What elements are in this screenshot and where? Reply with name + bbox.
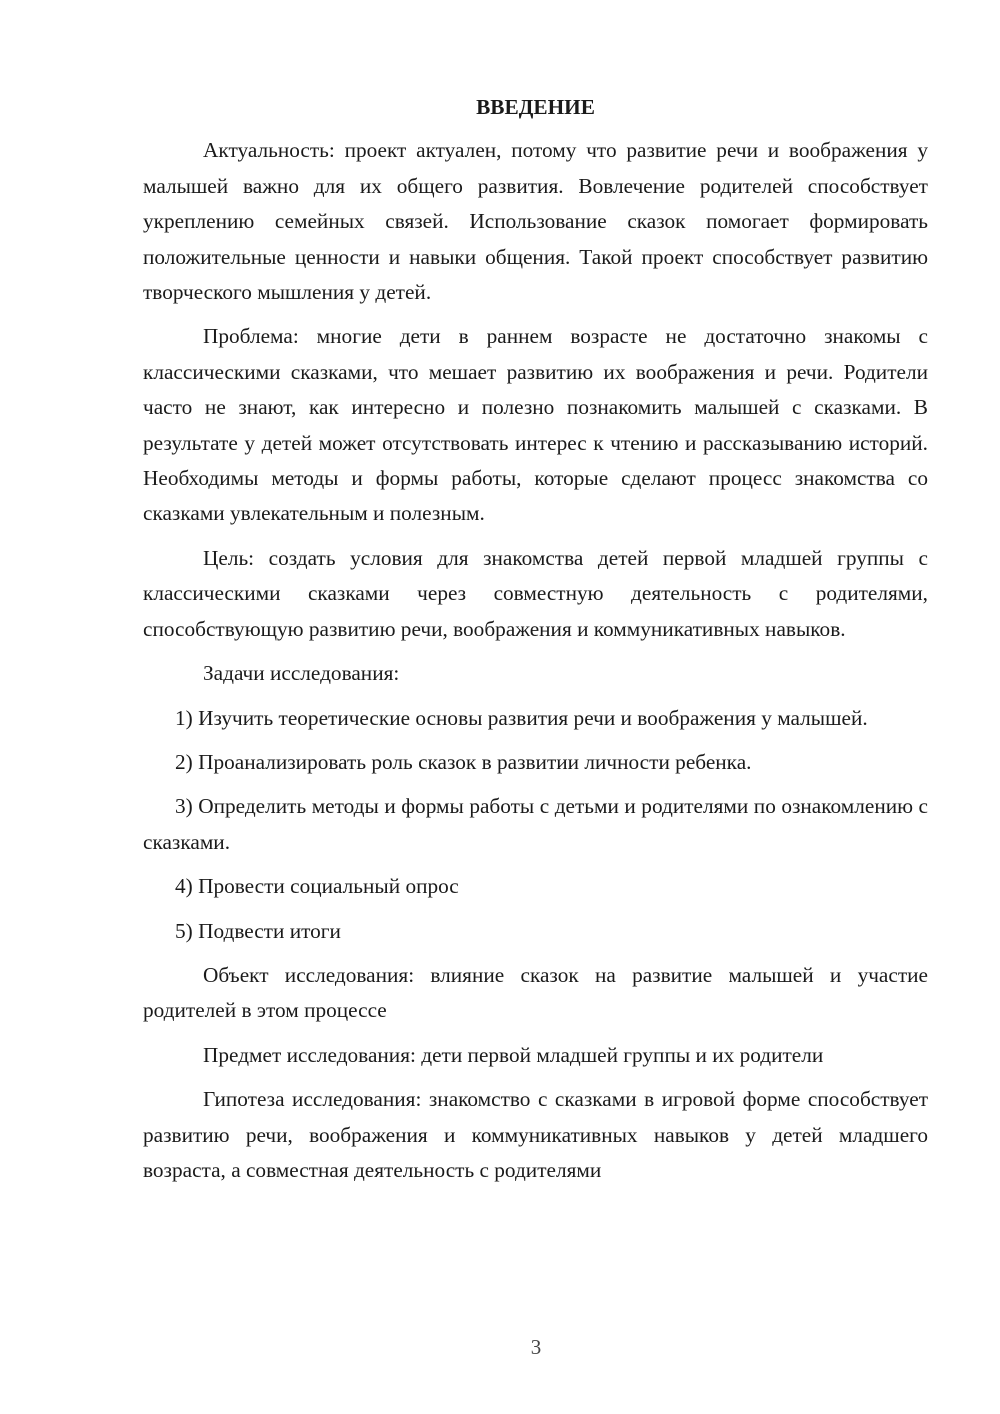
hypothesis-paragraph: Гипотеза исследования: знакомство с сказками в игровой форме способствует развитию речи, воображения и коммуникативных навыков у детей младшего возраста, а совместная деятельность с родителями [143, 1087, 928, 1182]
subject-paragraph: Предмет исследования: дети первой младшей группы и их родители [203, 1042, 824, 1067]
task-item: 5) Подвести итоги [175, 918, 341, 943]
page-number: 3 [530, 1335, 542, 1359]
task-item: 4) Провести социальный опрос [175, 874, 459, 899]
tasks-title: Задачи исследования: [203, 661, 400, 686]
task-item: 2) Проанализировать роль сказок в развитии личности ребенка. [175, 749, 752, 774]
problem-paragraph: Проблема: многие дети в раннем возрасте не достаточно знакомы с классическими сказками, что мешает развитию их воображения и речи. Родители часто не знают, как интересно и полезно познакомить малышей с сказками. В результате у детей может отсутствовать интерес к чтению и рассказыванию историй. Необходимы методы и формы работы, которые сделают процесс знакомства со сказками увлекательным и полезным. [143, 324, 928, 526]
section-heading: ВВЕДЕНИЕ [476, 95, 595, 119]
task-item: 3) Определить методы и формы работы с детьми и родителями по ознакомлению с сказками. [143, 794, 928, 854]
object-paragraph: Объект исследования: влияние сказок на развитие малышей и участие родителей в этом процессе [143, 962, 928, 1023]
task-item: 1) Изучить теоретические основы развития речи и воображения у малышей. [175, 705, 868, 730]
relevance-paragraph: Актуальность: проект актуален, потому что развитие речи и воображения у малышей важно для их общего развития. Вовлечение родителей способствует укреплению семейных связей. Использование сказок помогает формировать положительные ценности и навыки общения. Такой проект способствует развитию творческого мышления у детей. [143, 138, 928, 305]
goal-paragraph: Цель: создать условия для знакомства детей первой младшей группы с классическими сказками через совместную деятельность с родителями, способствующую развитию речи, воображения и коммуникативных навыков. [143, 545, 928, 641]
document-body [143, 90, 928, 1197]
